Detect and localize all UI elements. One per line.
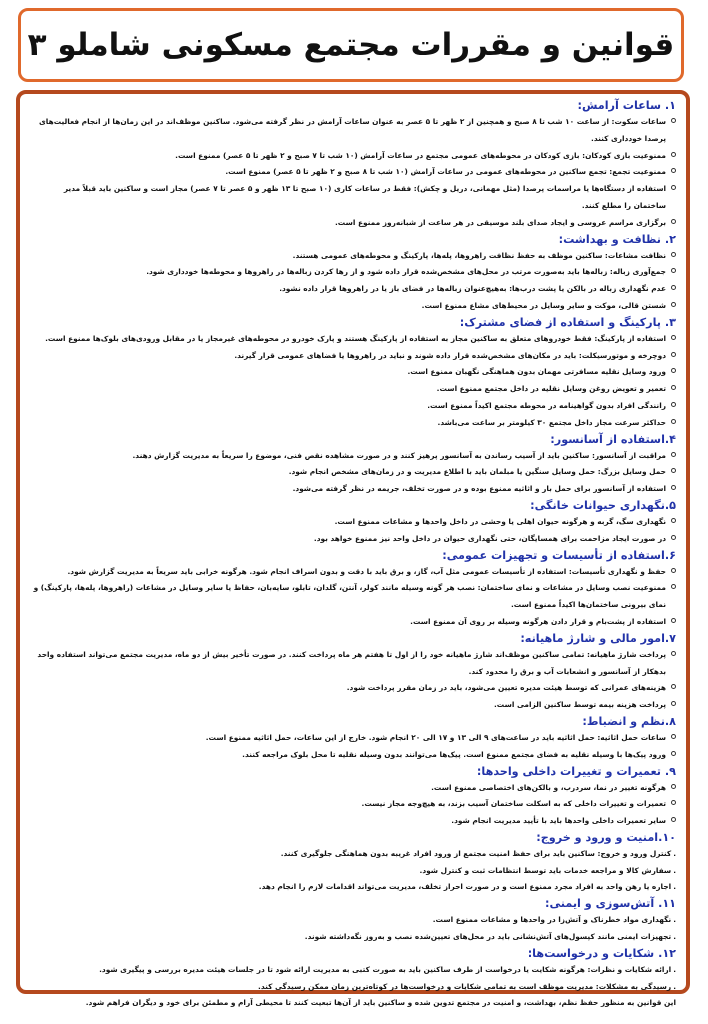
- circle-bullet-icon: [671, 185, 676, 190]
- circle-bullet-icon: [671, 518, 676, 523]
- rule-item: [30, 796, 676, 813]
- rule-item: [30, 331, 676, 348]
- rule-text: شستن قالی، موکت و سایر وسایل در محیط‌های مشاع ممنوع است.: [421, 300, 666, 310]
- rule-item: [30, 381, 676, 398]
- rule-text: مراقبت از آسانسور: ساکنین باید از آسیب رساندن به آسانسور پرهیز کنند و در صورت مشاهده نقص فنی، موضوع را سریعاً به مدیریت گزارش دهند.: [132, 450, 666, 460]
- rule-text: رانندگی افراد بدون گواهینامه در محوطه مجتمع اکیداً ممنوع است.: [427, 400, 666, 410]
- closing-statement: این قوانین به منظور حفظ نظم، بهداشت، و امنیت در مجتمع تدوین شده و ساکنین باید از آن‌ها تبعیت کنند تا محیطی آرام و مطمئن برای خود و دیگران فراهم شود.: [85, 998, 676, 1008]
- rule-text: رسیدگی به مشکلات: مدیریت موظف است به تمامی شکایات و درخواست‌ها در کوتاه‌ترین زمان ممکن رسیدگی کند.: [258, 981, 672, 991]
- circle-bullet-icon: [671, 335, 676, 340]
- rule-text: تعمیر و تعویض روغن وسایل نقلیه در داخل مجتمع ممنوع است.: [436, 384, 666, 394]
- rule-item: [30, 215, 676, 232]
- rule-item: [30, 730, 676, 747]
- rule-item: [30, 647, 676, 681]
- rule-text: پرداخت شارژ ماهیانه: تمامی ساکنین موظف‌اند شارژ ماهیانه خود را از اول تا هفتم هر ماه پرداخت کنند. در صورت تأخیر بیش از دو ماه، مدیریت مجتمع می‌تواند استفاده واحد بدهکار از آسانسور و انشعابات آب و برق را محدود کند.: [37, 649, 666, 676]
- rule-text: حداکثر سرعت مجاز داخل مجتمع ۳۰ کیلومتر بر ساعت می‌باشد.: [437, 417, 666, 427]
- rule-text: دوچرخه و موتورسیکلت: باید در مکان‌های مشخص‌شده قرار داده شوند و نباید در راهروها یا فضاهای عمومی قرار گیرند.: [234, 350, 666, 360]
- rule-item: [30, 298, 676, 315]
- section-heading: ۳. پارکینگ و استفاده از فضای مشترک:: [459, 315, 676, 329]
- rule-text: ارائه شکایات و نظرات: هرگونه شکایت یا درخواست از طرف ساکنین باید به صورت کتبی به مدیریت ارائه شود تا در جلسات هیئت مدیره بررسی و پیگیری شود.: [99, 964, 672, 974]
- rule-item: [30, 514, 676, 531]
- rule-section: [30, 631, 676, 714]
- circle-bullet-icon: [671, 402, 676, 407]
- dot-bullet-icon: .: [673, 964, 676, 974]
- rule-text: عدم نگهداری زباله در بالکن یا پشت درب‌ها: به‌هیچ‌عنوان زباله‌ها در فضای باز یا در راهروها قرار داده نشود.: [279, 284, 666, 294]
- rule-item: [30, 248, 676, 265]
- rule-item: [30, 164, 676, 181]
- rule-text: سایر تعمیرات داخلی واحدها باید با تأیید مدیریت انجام شود.: [451, 816, 666, 826]
- section-heading: ۵.نگهداری حیوانات خانگی:: [530, 498, 676, 512]
- circle-bullet-icon: [671, 219, 676, 224]
- rule-item: [30, 863, 676, 880]
- rule-text: پرداخت هزینه بیمه توسط ساکنین الزامی است.: [493, 700, 666, 710]
- dot-bullet-icon: .: [673, 915, 676, 925]
- circle-bullet-icon: [671, 584, 676, 589]
- rule-section: [30, 232, 676, 315]
- dot-bullet-icon: .: [673, 932, 676, 942]
- rule-text: ممنوعیت نصب وسایل در مشاعات و نمای ساختمان: نصب هر گونه وسیله مانند کولر، آنتن، گلدان، تابلو، سایه‌بان، حفاظ یا سایر وسایل در مشاعات (راهروها، پله‌ها، پارکینگ) و نمای بیرونی ساختمان‌ها اکیداً ممنوع است.: [33, 583, 666, 610]
- rule-text: استفاده از پشت‌بام و قرار دادن هرگونه وسیله بر روی آن ممنوع است.: [410, 616, 666, 626]
- circle-bullet-icon: [671, 651, 676, 656]
- rule-item: [30, 962, 676, 979]
- circle-bullet-icon: [671, 701, 676, 706]
- rules-content: [16, 90, 690, 1008]
- rule-text: تعمیرات و تغییرات داخلی که به اسکلت ساختمان آسیب بزند، به هیچ‌وجه مجاز نیست.: [361, 799, 666, 809]
- rule-text: در صورت ایجاد مزاحمت برای همسایگان، حتی نگهداری حیوان در داخل واحد نیز ممنوع خواهد بود.: [313, 533, 666, 543]
- rule-text: برگزاری مراسم عروسی و ایجاد صدای بلند موسیقی در هر ساعت از شبانه‌روز ممنوع است.: [334, 217, 666, 227]
- circle-bullet-icon: [671, 368, 676, 373]
- rule-item: [30, 415, 676, 432]
- rule-item: [30, 912, 676, 929]
- rule-item: [30, 148, 676, 165]
- rule-text: هرگونه تغییر در نما، سردرب، و بالکن‌های اختصاصی ممنوع است.: [431, 782, 666, 792]
- dot-bullet-icon: .: [673, 981, 676, 991]
- circle-bullet-icon: [671, 352, 676, 357]
- circle-bullet-icon: [671, 784, 676, 789]
- page-title: قوانین و مقررات مجتمع مسکونی شاملو ۳: [27, 27, 675, 63]
- rule-text: استفاده از آسانسور برای حمل بار و اثاثیه ممنوع بوده و در صورت تخلف، جریمه در نظر گرفته می‌شود.: [292, 484, 666, 494]
- rule-item: [30, 780, 676, 797]
- section-heading: ۱. ساعات آرامش:: [577, 99, 676, 112]
- rule-text: ممنوعیت تجمع: تجمع ساکنین در محوطه‌های عمومی در ساعات آرامش (۱۰ شب تا ۸ صبح و ۲ ظهر تا ۵ عصر) ممنوع است.: [225, 167, 666, 177]
- rule-item: [30, 114, 676, 148]
- rule-section: [30, 498, 676, 548]
- section-heading: ۱۰.امنیت و ورود و خروج:: [536, 830, 676, 844]
- circle-bullet-icon: [671, 452, 676, 457]
- rule-section: [30, 714, 676, 764]
- circle-bullet-icon: [671, 252, 676, 257]
- dot-bullet-icon: .: [673, 865, 676, 875]
- rule-item: [30, 281, 676, 298]
- circle-bullet-icon: [671, 302, 676, 307]
- rule-section: [30, 896, 676, 946]
- rule-section: [30, 432, 676, 498]
- circle-bullet-icon: [671, 751, 676, 756]
- circle-bullet-icon: [671, 152, 676, 157]
- rule-item: [30, 181, 676, 215]
- rule-text: جمع‌آوری زباله: زباله‌ها باید به‌صورت مرتب در محل‌های مشخص‌شده قرار داده شود و از رها کردن زباله‌ها در راهروها و محوطه‌ها خودداری شود.: [146, 267, 666, 277]
- rule-item: [30, 979, 676, 996]
- circle-bullet-icon: [671, 800, 676, 805]
- circle-bullet-icon: [671, 268, 676, 273]
- circle-bullet-icon: [671, 568, 676, 573]
- rule-text: ساعات حمل اثاثیه: حمل اثاثیه باید در ساعت‌های ۹ الی ۱۳ و ۱۷ الی ۲۰ انجام شود. خارج از این ساعات، حمل اثاثیه ممنوع است.: [205, 732, 666, 742]
- rule-item: [30, 846, 676, 863]
- rule-item: [30, 348, 676, 365]
- section-heading: ۱۱. آتش‌سوزی و ایمنی:: [544, 897, 676, 911]
- rule-text: سفارش کالا و مراجعه خدمات باید توسط انتظامات ثبت و کنترل شود.: [419, 865, 672, 875]
- rule-text: ورود پیک‌ها با وسیله نقلیه به فضای مجتمع ممنوع است. پیک‌ها می‌توانند بدون وسیله نقلیه تا محل بلوک مراجعه کنند.: [242, 749, 666, 759]
- circle-bullet-icon: [671, 485, 676, 490]
- rule-section: [30, 98, 676, 232]
- circle-bullet-icon: [671, 618, 676, 623]
- rule-text: استفاده از دستگاه‌ها یا مراسمات پرصدا (مثل مهمانی، دریل و چکش): فقط در ساعات کاری (۱۰ صبح تا ۱۳ ظهر و ۵ عصر تا ۷ عصر) مجاز است و ساکنین باید قبلاً مدیر ساختمان را مطلع کنند.: [63, 184, 666, 210]
- circle-bullet-icon: [671, 817, 676, 822]
- rule-item: [30, 364, 676, 381]
- rule-item: [30, 398, 676, 415]
- section-heading: ۸.نظم و انضباط:: [582, 714, 676, 728]
- rule-section: [30, 764, 676, 830]
- rule-text: کنترل ورود و خروج: ساکنین باید برای حفظ امنیت مجتمع از ورود افراد غریبه بدون هماهنگی جلوگیری کنند.: [280, 848, 672, 858]
- rule-item: [30, 448, 676, 465]
- rule-text: اجاره یا رهن واحد به افراد مجرد ممنوع است و در صورت احراز تخلف، مدیریت می‌تواند اقدامات لازم را انجام دهد.: [258, 882, 672, 892]
- rule-text: ورود وسایل نقلیه مسافرتی مهمان بدون هماهنگی نگهبان ممنوع است.: [407, 367, 666, 377]
- rule-text: ساعات سکوت: از ساعت ۱۰ شب تا ۸ صبح و همچنین از ۲ ظهر تا ۵ عصر به عنوان ساعات آرامش در نظر گرفته می‌شود. ساکنین موظف‌اند در این زمان‌ها از انجام فعالیت‌های پرصدا خودداری کنند.: [39, 117, 666, 143]
- rule-item: [30, 929, 676, 946]
- circle-bullet-icon: [671, 468, 676, 473]
- rule-section: [30, 830, 676, 896]
- rule-item: [30, 464, 676, 481]
- rule-item: [30, 264, 676, 281]
- circle-bullet-icon: [671, 285, 676, 290]
- rule-text: نگهداری مواد خطرناک و آتش‌زا در واحدها و مشاعات ممنوع است.: [432, 915, 672, 925]
- rule-item: [30, 879, 676, 896]
- rule-text: ممنوعیت بازی کودکان: بازی کودکان در محوطه‌های عمومی مجتمع در ساعات آرامش (۱۰ شب تا ۷ صبح و ۲ ظهر تا ۵ عصر) ممنوع است.: [175, 150, 666, 160]
- rule-item: [30, 747, 676, 764]
- rule-item: [30, 680, 676, 697]
- rule-text: حمل وسایل بزرگ: حمل وسایل سنگین یا مبلمان باید با اطلاع مدیریت و در زمان‌های مشخص انجام شود.: [288, 467, 666, 477]
- section-heading: ۷.امور مالی و شارژ ماهیانه:: [520, 631, 676, 645]
- dot-bullet-icon: .: [673, 848, 676, 858]
- rule-text: تجهیزات ایمنی مانند کپسول‌های آتش‌نشانی باید در محل‌های تعیین‌شده نصب و به‌روز نگه‌داشته شوند.: [304, 932, 672, 942]
- rule-item: [30, 481, 676, 498]
- dot-bullet-icon: .: [673, 882, 676, 892]
- rule-text: نظافت مشاعات: ساکنین موظف به حفظ نظافت راهروها، پله‌ها، پارکینگ و محوطه‌های عمومی هستند.: [292, 250, 666, 260]
- rule-item: [30, 531, 676, 548]
- section-heading: ۲. نظافت و بهداشت:: [558, 232, 676, 246]
- rule-text: نگهداری سگ، گربه و هرگونه حیوان اهلی یا وحشی در داخل واحدها و مشاعات ممنوع است.: [334, 516, 666, 526]
- rule-item: [30, 614, 676, 631]
- rule-text: استفاده از پارکینگ: فقط خودروهای متعلق به ساکنین مجاز به استفاده از پارکینگ هستند و پارک خودرو در محوطه‌های غیرمجاز یا در مقابل ورودی‌های بلوک‌ها ممنوع است.: [45, 333, 666, 343]
- rule-section: [30, 946, 676, 996]
- section-heading: ۱۲. شکایات و درخواست‌ها:: [527, 946, 676, 960]
- section-heading: ۹. تعمیرات و تغییرات داخلی واحدها:: [476, 764, 676, 778]
- circle-bullet-icon: [671, 419, 676, 424]
- title-box: [18, 8, 684, 82]
- section-heading: ۶.استفاده از تأسیسات و تجهیزات عمومی:: [442, 548, 676, 562]
- section-heading: ۴.استفاده از آسانسور:: [550, 432, 676, 446]
- rule-section: [30, 315, 676, 432]
- circle-bullet-icon: [671, 734, 676, 739]
- rule-item: [30, 580, 676, 614]
- rule-text: هزینه‌های عمرانی که توسط هیئت مدیره تعیین می‌شود، باید در زمان مقرر پرداخت شود.: [346, 683, 666, 693]
- circle-bullet-icon: [671, 118, 676, 123]
- rule-item: [30, 697, 676, 714]
- rule-section: [30, 548, 676, 631]
- rule-item: [30, 564, 676, 581]
- rule-item: [30, 813, 676, 830]
- circle-bullet-icon: [671, 385, 676, 390]
- circle-bullet-icon: [671, 684, 676, 689]
- rule-text: حفظ و نگهداری تأسیسات: استفاده از تأسیسات عمومی مثل آب، گاز، و برق باید با دقت و بدون اسراف انجام شود. هرگونه خرابی باید سریعاً به مدیریت گزارش شود.: [67, 566, 666, 576]
- circle-bullet-icon: [671, 535, 676, 540]
- circle-bullet-icon: [671, 168, 676, 173]
